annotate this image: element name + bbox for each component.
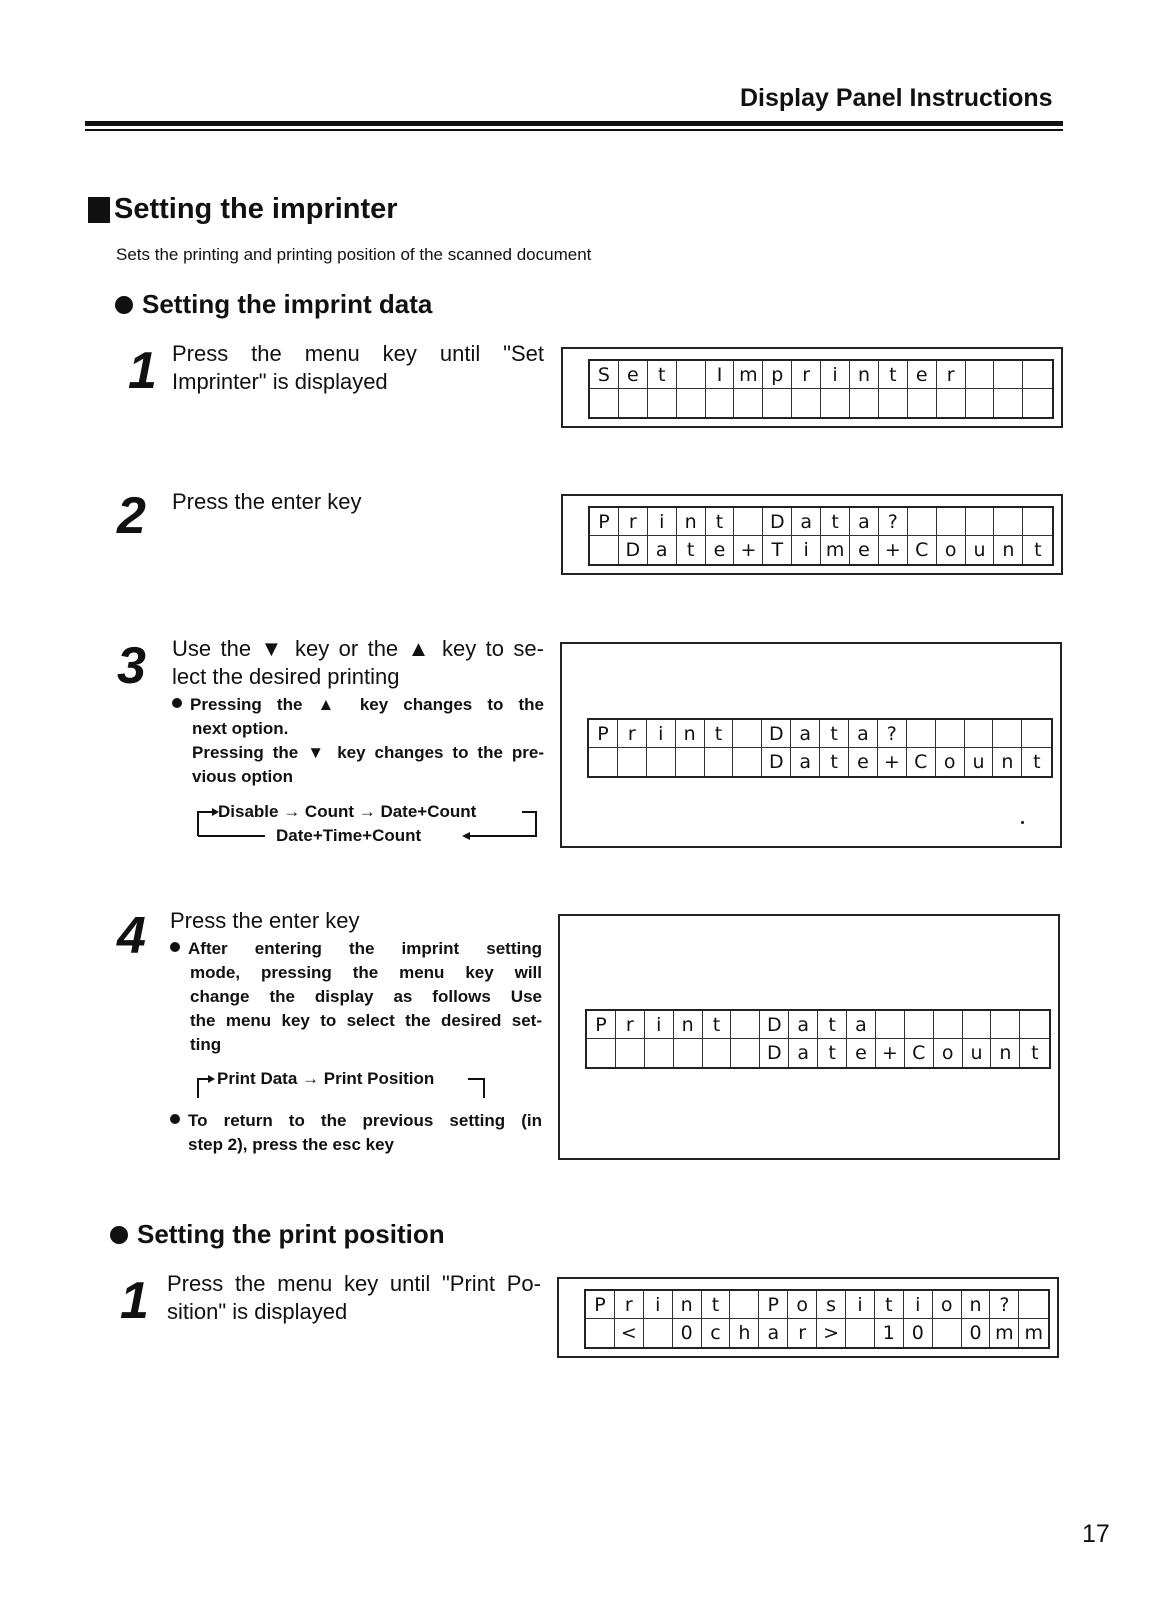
lcd-char-cell [733, 720, 762, 748]
step-3-note [172, 693, 544, 789]
lcd-char-cell [590, 389, 619, 417]
lcd-char-cell [994, 389, 1023, 417]
lcd-display [584, 1289, 1050, 1349]
note-line: the menu key to select the desired set- [190, 1011, 542, 1030]
lcd-display-frame [557, 1277, 1059, 1358]
note-line: mode, pressing the menu key will [190, 963, 542, 982]
subheading-print-position [110, 1219, 445, 1250]
lcd-char-cell: u [963, 1039, 992, 1067]
step-line: Imprinter" is displayed [172, 369, 388, 394]
lcd-char-cell: t [875, 1291, 904, 1319]
lcd-display [585, 1009, 1051, 1069]
lcd-char-cell: D [760, 1011, 789, 1039]
step-number: 1 [128, 342, 157, 400]
lcd-char-cell: e [849, 748, 878, 776]
lcd-char-cell: P [590, 508, 619, 536]
lcd-char-cell: n [993, 748, 1022, 776]
lcd-char-cell [586, 1319, 615, 1347]
lcd-char-cell: a [648, 536, 677, 564]
lcd-char-cell: o [936, 748, 965, 776]
lcd-char-cell: a [789, 1039, 818, 1067]
bullet-icon [170, 942, 180, 952]
lcd-char-cell: + [876, 1039, 905, 1067]
lcd-char-cell [966, 389, 995, 417]
step-4-esc-note [170, 1109, 542, 1157]
lcd-char-cell: r [788, 1319, 817, 1347]
lcd-char-cell: C [905, 1039, 934, 1067]
lcd-char-cell [1023, 389, 1052, 417]
lcd-char-cell: > [817, 1319, 846, 1347]
lcd-char-cell: I [706, 361, 735, 389]
bullet-icon [170, 1114, 180, 1124]
lcd-char-cell: s [817, 1291, 846, 1319]
lcd-char-cell: t [1031, 1042, 1039, 1064]
step-1-text [172, 340, 544, 396]
step-line: Use the ▼ key or the ▲ key to se- [172, 636, 544, 661]
subheading-text: Setting the print position [137, 1219, 445, 1249]
lcd-char-cell: < [615, 1319, 644, 1347]
lcd-char-cell [994, 508, 1023, 536]
lcd-char-cell: ? [878, 720, 907, 748]
lcd-char-cell: a [759, 1319, 788, 1347]
lcd-char-cell [876, 1011, 905, 1039]
page-number: 17 [1082, 1520, 1110, 1548]
lcd-char-cell: p [763, 361, 792, 389]
lcd-display-frame [560, 642, 1062, 848]
note-line [172, 693, 544, 717]
lcd-char-cell: + [879, 536, 908, 564]
lcd-char-cell [677, 389, 706, 417]
lcd-char-cell [705, 748, 734, 776]
lcd-char-cell: t [820, 720, 849, 748]
lcd-char-cell [734, 508, 763, 536]
note-line: next option. [192, 719, 289, 738]
lcd-char-cell: t [702, 1291, 731, 1319]
lcd-char-cell [587, 1039, 616, 1067]
lcd-char-cell: o [788, 1291, 817, 1319]
lcd-char-cell [994, 361, 1023, 389]
page-header-title: Display Panel Instructions [740, 84, 1053, 112]
lcd-char-cell [908, 389, 937, 417]
lcd-char-cell [706, 389, 735, 417]
step-position-text [167, 1270, 541, 1326]
lcd-char-cell [933, 1319, 962, 1347]
lcd-char-cell: r [619, 508, 648, 536]
lcd-char-cell [619, 389, 648, 417]
lcd-char-cell: c [702, 1319, 731, 1347]
note-text: After entering the imprint setting [188, 939, 542, 958]
note-line: step 2), press the esc key [188, 1135, 395, 1154]
lcd-char-cell: t [703, 1011, 732, 1039]
lcd-char-cell: S [590, 361, 619, 389]
cycle-line: Print Data → Print Position [217, 1069, 435, 1088]
step-line: lect the desired printing [172, 664, 400, 689]
subheading-text: Setting the imprint data [142, 289, 433, 319]
lcd-char-cell: t [705, 720, 734, 748]
lcd-char-cell: t [677, 536, 706, 564]
lcd-char-cell: n [676, 720, 705, 748]
lcd-char-cell [966, 361, 995, 389]
lcd-display-frame [561, 347, 1063, 428]
lcd-char-cell: e [619, 361, 648, 389]
lcd-char-cell [936, 720, 965, 748]
lcd-char-cell: t [821, 508, 850, 536]
lcd-char-cell: a [847, 1011, 876, 1039]
lcd-char-cell [677, 361, 706, 389]
lcd-char-cell: a [791, 748, 820, 776]
lcd-char-cell: t [820, 748, 849, 776]
lcd-char-cell: i [644, 1291, 673, 1319]
step-number: 3 [117, 637, 146, 695]
lcd-char-cell [908, 508, 937, 536]
lcd-char-cell [1019, 1291, 1048, 1319]
lcd-char-cell [644, 1319, 673, 1347]
lcd-char-cell: o [933, 1291, 962, 1319]
lcd-char-cell: P [586, 1291, 615, 1319]
note-line [170, 937, 542, 961]
step-2-text [172, 488, 544, 516]
lcd-char-cell: T [763, 536, 792, 564]
cycle-line-1: Disable → Count → Date+Count [218, 802, 477, 821]
note-line [170, 1109, 542, 1133]
lcd-char-cell [993, 720, 1022, 748]
lcd-char-cell: t [818, 1011, 847, 1039]
lcd-char-cell: e [850, 536, 879, 564]
lcd-char-cell: a [789, 1011, 818, 1039]
option-cycle-diagram [190, 800, 540, 848]
section-subtitle: Sets the printing and printing position of the scanned document [116, 245, 592, 264]
bullet-icon [172, 698, 182, 708]
lcd-char-cell: n [962, 1291, 991, 1319]
lcd-char-cell: t [706, 508, 735, 536]
note-line: ting [190, 1035, 222, 1054]
lcd-char-cell [1023, 508, 1052, 536]
lcd-char-cell: D [760, 1039, 789, 1067]
lcd-char-cell: C [908, 536, 937, 564]
lcd-display-frame [561, 494, 1063, 575]
step-line: sition" is displayed [167, 1299, 348, 1324]
lcd-char-cell [731, 1011, 760, 1039]
step-number: 2 [117, 487, 146, 545]
lcd-char-cell [821, 389, 850, 417]
lcd-char-cell [731, 1039, 760, 1067]
lcd-display-frame [558, 914, 1060, 1160]
menu-cycle-diagram [190, 1068, 490, 1102]
lcd-char-cell [674, 1039, 703, 1067]
lcd-char-cell [703, 1039, 732, 1067]
lcd-char-cell [734, 389, 763, 417]
lcd-char-cell: n [677, 508, 706, 536]
lcd-char-cell [733, 748, 762, 776]
bullet-icon [110, 1226, 128, 1244]
lcd-char-cell: i [792, 536, 821, 564]
lcd-char-cell [966, 508, 995, 536]
lcd-char-cell: o [937, 536, 966, 564]
lcd-char-cell: t [1034, 539, 1042, 561]
lcd-char-cell [730, 1291, 759, 1319]
lcd-char-cell: 0 [904, 1319, 933, 1347]
lcd-char-cell [905, 1011, 934, 1039]
lcd-char-cell: n [850, 361, 879, 389]
lcd-char-cell: t [818, 1039, 847, 1067]
step-line: Press the menu key until "Print Po- [167, 1271, 541, 1296]
lcd-char-cell: i [846, 1291, 875, 1319]
lcd-char-cell: C [907, 748, 936, 776]
lcd-char-cell: m [734, 361, 763, 389]
lcd-char-cell [850, 389, 879, 417]
lcd-char-cell: n [991, 1039, 1020, 1067]
lcd-char-cell: r [792, 361, 821, 389]
lcd-char-cell [590, 536, 619, 564]
lcd-char-cell [618, 748, 647, 776]
lcd-char-cell [676, 748, 705, 776]
lcd-char-cell [963, 1011, 992, 1039]
section-marker-icon [88, 197, 110, 223]
lcd-char-cell: a [849, 720, 878, 748]
lcd-char-cell: D [763, 508, 792, 536]
lcd-char-cell: P [587, 1011, 616, 1039]
note-line: vious option [192, 767, 294, 786]
lcd-char-cell: u [966, 536, 995, 564]
lcd-display [588, 506, 1054, 566]
lcd-char-cell: n [673, 1291, 702, 1319]
lcd-char-cell: r [615, 1291, 644, 1319]
lcd-char-cell [589, 748, 618, 776]
lcd-char-cell [846, 1319, 875, 1347]
lcd-display [588, 359, 1054, 419]
bullet-icon [115, 296, 133, 314]
lcd-char-cell [792, 389, 821, 417]
lcd-char-cell [1023, 361, 1052, 389]
lcd-char-cell: 0 [673, 1319, 702, 1347]
lcd-char-cell: + [878, 748, 907, 776]
lcd-char-cell [907, 720, 936, 748]
lcd-char-cell [934, 1011, 963, 1039]
lcd-char-cell: m [821, 536, 850, 564]
step-number: 4 [117, 907, 146, 965]
lcd-char-cell [965, 720, 994, 748]
lcd-char-cell: t [648, 361, 677, 389]
lcd-char-cell [937, 389, 966, 417]
lcd-char-cell: P [759, 1291, 788, 1319]
lcd-char-cell: u [965, 748, 994, 776]
lcd-char-cell: o [934, 1039, 963, 1067]
lcd-char-cell: m [990, 1319, 1019, 1347]
lcd-char-cell: D [762, 720, 791, 748]
note-text: Pressing the ▲ key changes to the [190, 695, 544, 714]
step-number: 1 [120, 1272, 149, 1330]
lcd-char-cell: e [706, 536, 735, 564]
lcd-display [587, 718, 1053, 778]
section-title-text: Setting the imprinter [114, 193, 398, 225]
cycle-line-2: Date+Time+Count [276, 826, 422, 845]
lcd-char-cell: P [589, 720, 618, 748]
lcd-char-cell: r [618, 720, 647, 748]
step-line: Press the enter key [172, 489, 362, 514]
lcd-char-cell: ? [990, 1291, 1019, 1319]
lcd-char-cell: 1 [875, 1319, 904, 1347]
lcd-char-cell: n [674, 1011, 703, 1039]
lcd-char-cell: D [762, 748, 791, 776]
lcd-char-cell: a [791, 720, 820, 748]
lcd-char-cell: n [994, 536, 1023, 564]
lcd-char-cell: a [792, 508, 821, 536]
lcd-char-cell [647, 748, 676, 776]
lcd-char-cell: + [734, 536, 763, 564]
lcd-char-cell: h [730, 1319, 759, 1347]
header-rule-thin [85, 129, 1063, 131]
lcd-char-cell: t [879, 361, 908, 389]
note-line: Pressing the ▼ key changes to the pre- [192, 743, 544, 762]
subheading-imprint-data [115, 289, 432, 320]
lcd-char-cell [991, 1011, 1020, 1039]
note-line: change the display as follows Use [190, 987, 542, 1006]
lcd-char-cell: r [937, 361, 966, 389]
lcd-char-cell [1020, 1011, 1049, 1039]
lcd-char-cell: e [908, 361, 937, 389]
lcd-char-cell: m [1024, 1322, 1044, 1344]
lcd-char-cell [1022, 720, 1051, 748]
lcd-char-cell: a [850, 508, 879, 536]
section-title [88, 193, 398, 226]
step-4-note [170, 937, 542, 1057]
note-text: To return to the previous setting (in [188, 1111, 542, 1130]
lcd-char-cell: 0 [962, 1319, 991, 1347]
lcd-char-cell: i [648, 508, 677, 536]
lcd-char-cell [937, 508, 966, 536]
header-rule [85, 121, 1063, 126]
lcd-char-cell: ? [879, 508, 908, 536]
lcd-char-cell: i [821, 361, 850, 389]
lcd-char-cell: e [847, 1039, 876, 1067]
step-line: Press the enter key [170, 908, 360, 933]
lcd-char-cell: i [904, 1291, 933, 1319]
lcd-char-cell: r [616, 1011, 645, 1039]
lcd-char-cell [645, 1039, 674, 1067]
step-3-text [172, 635, 544, 691]
lcd-char-cell: i [647, 720, 676, 748]
lcd-char-cell [648, 389, 677, 417]
lcd-char-cell [616, 1039, 645, 1067]
step-line: Press the menu key until "Set [172, 341, 544, 366]
lcd-char-cell: D [619, 536, 648, 564]
lcd-char-cell [763, 389, 792, 417]
lcd-char-cell: i [645, 1011, 674, 1039]
step-4-text [170, 907, 542, 935]
lcd-char-cell [879, 389, 908, 417]
dust-speck [1021, 821, 1024, 824]
lcd-char-cell: t [1033, 751, 1041, 773]
